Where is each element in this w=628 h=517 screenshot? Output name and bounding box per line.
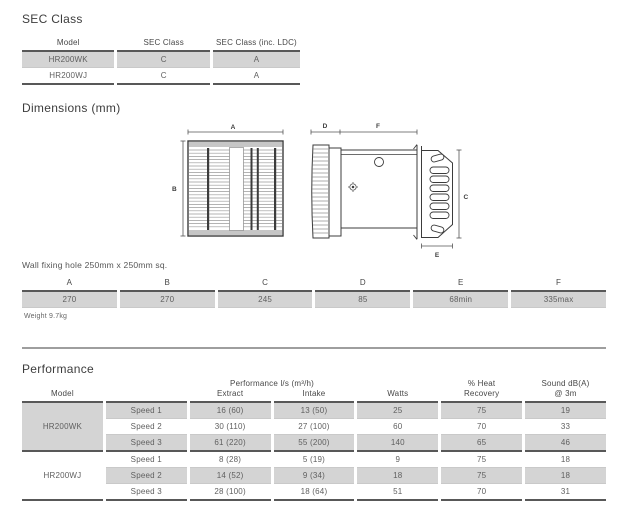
extract-cell: 8 (28) (190, 452, 271, 468)
spacer-cell (106, 376, 187, 388)
dim-label-b: B (172, 186, 177, 193)
sec-col-secclass-ldc: SEC Class (inc. LDC) (213, 35, 300, 52)
spacer-cell (22, 376, 103, 388)
perf-col-watts: Watts (357, 388, 438, 403)
speed-cell: Speed 3 (106, 484, 187, 501)
perf-col-extract: Extract (190, 388, 271, 403)
heat-cell: 70 (441, 484, 522, 501)
table-row (22, 52, 300, 68)
table-row (22, 419, 606, 435)
dim-value: 68min (413, 292, 508, 308)
sec-class-title: SEC Class (22, 12, 83, 26)
performance-title: Performance (22, 362, 94, 376)
sec-col-secclass: SEC Class (117, 35, 209, 52)
dim-label-c: C (463, 194, 469, 201)
spacer-cell (106, 388, 187, 403)
sec-value: C (117, 68, 209, 85)
sec-value: C (117, 52, 209, 68)
watts-cell: 140 (357, 435, 438, 452)
dim-label-a: A (230, 124, 236, 131)
intake-cell: 9 (34) (274, 468, 355, 484)
intake-cell: 27 (100) (274, 419, 355, 435)
table-row (22, 403, 606, 419)
table-row (22, 484, 606, 501)
extract-cell: 61 (220) (190, 435, 271, 452)
wall-fixing-note: Wall fixing hole 250mm x 250mm sq. (22, 260, 168, 270)
intake-cell: 18 (64) (274, 484, 355, 501)
dim-value: 85 (315, 292, 410, 308)
weight-note: Weight 9.7kg (24, 313, 68, 320)
spacer-cell (357, 376, 438, 388)
sec-value: A (213, 68, 300, 85)
speed-cell: Speed 2 (106, 468, 187, 484)
dim-col: F (511, 275, 606, 292)
dim-col: B (120, 275, 215, 292)
sound-cell: 18 (525, 452, 606, 468)
dim-value: 245 (218, 292, 313, 308)
sound-cell: 18 (525, 468, 606, 484)
extract-cell: 30 (110) (190, 419, 271, 435)
perf-col-sound-line1: Sound dB(A) (541, 379, 590, 388)
perf-col-intake: Intake (274, 388, 355, 403)
extract-cell: 14 (52) (190, 468, 271, 484)
heat-cell: 75 (441, 403, 522, 419)
sec-value: A (213, 52, 300, 68)
side-view-drawing (302, 115, 470, 263)
heat-cell: 75 (441, 452, 522, 468)
dim-label-f: F (376, 123, 380, 130)
dim-value: 270 (22, 292, 117, 308)
perf-col-heat-line2: Recovery (441, 388, 522, 403)
dim-value: 270 (120, 292, 215, 308)
dim-label-d: D (322, 123, 328, 130)
sec-col-model: Model (22, 35, 114, 52)
front-view-drawing (170, 121, 310, 257)
perf-col-model: Model (22, 388, 103, 403)
table-row (22, 435, 606, 452)
model-cell: HR200WJ (22, 452, 103, 501)
intake-cell: 5 (19) (274, 452, 355, 468)
dimensions-title: Dimensions (mm) (22, 101, 121, 115)
sec-model: HR200WJ (22, 68, 114, 85)
intake-cell: 55 (200) (274, 435, 355, 452)
heat-cell: 65 (441, 435, 522, 452)
heat-cell: 75 (441, 468, 522, 484)
speed-cell: Speed 3 (106, 435, 187, 452)
watts-cell: 51 (357, 484, 438, 501)
watts-cell: 60 (357, 419, 438, 435)
table-row (22, 68, 300, 85)
sound-cell: 33 (525, 419, 606, 435)
sound-cell: 46 (525, 435, 606, 452)
extract-cell: 28 (100) (190, 484, 271, 501)
table-row (22, 292, 606, 308)
model-cell: HR200WK (22, 403, 103, 452)
extract-cell: 16 (60) (190, 403, 271, 419)
dim-col: E (413, 275, 508, 292)
sound-cell: 19 (525, 403, 606, 419)
watts-cell: 18 (357, 468, 438, 484)
dim-col: D (315, 275, 410, 292)
watts-cell: 25 (357, 403, 438, 419)
perf-col-heat-line1: % Heat (467, 379, 496, 388)
dimensions-drawings (22, 121, 606, 257)
table-row (22, 452, 606, 468)
sec-class-table (19, 35, 303, 85)
perf-col-sound-line2: @ 3m (525, 388, 606, 403)
dimensions-table (19, 275, 609, 308)
speed-cell: Speed 1 (106, 403, 187, 419)
perf-group-header: Performance l/s (m³/h) (230, 379, 315, 388)
dim-label-e: E (434, 252, 440, 259)
sec-model: HR200WK (22, 52, 114, 68)
speed-cell: Speed 1 (106, 452, 187, 468)
table-row (22, 468, 606, 484)
heat-cell: 70 (441, 419, 522, 435)
dim-value: 335max (511, 292, 606, 308)
dim-col: C (218, 275, 313, 292)
performance-table (19, 376, 609, 501)
dim-col: A (22, 275, 117, 292)
intake-cell: 13 (50) (274, 403, 355, 419)
section-divider (22, 347, 606, 349)
watts-cell: 9 (357, 452, 438, 468)
speed-cell: Speed 2 (106, 419, 187, 435)
sound-cell: 31 (525, 484, 606, 501)
